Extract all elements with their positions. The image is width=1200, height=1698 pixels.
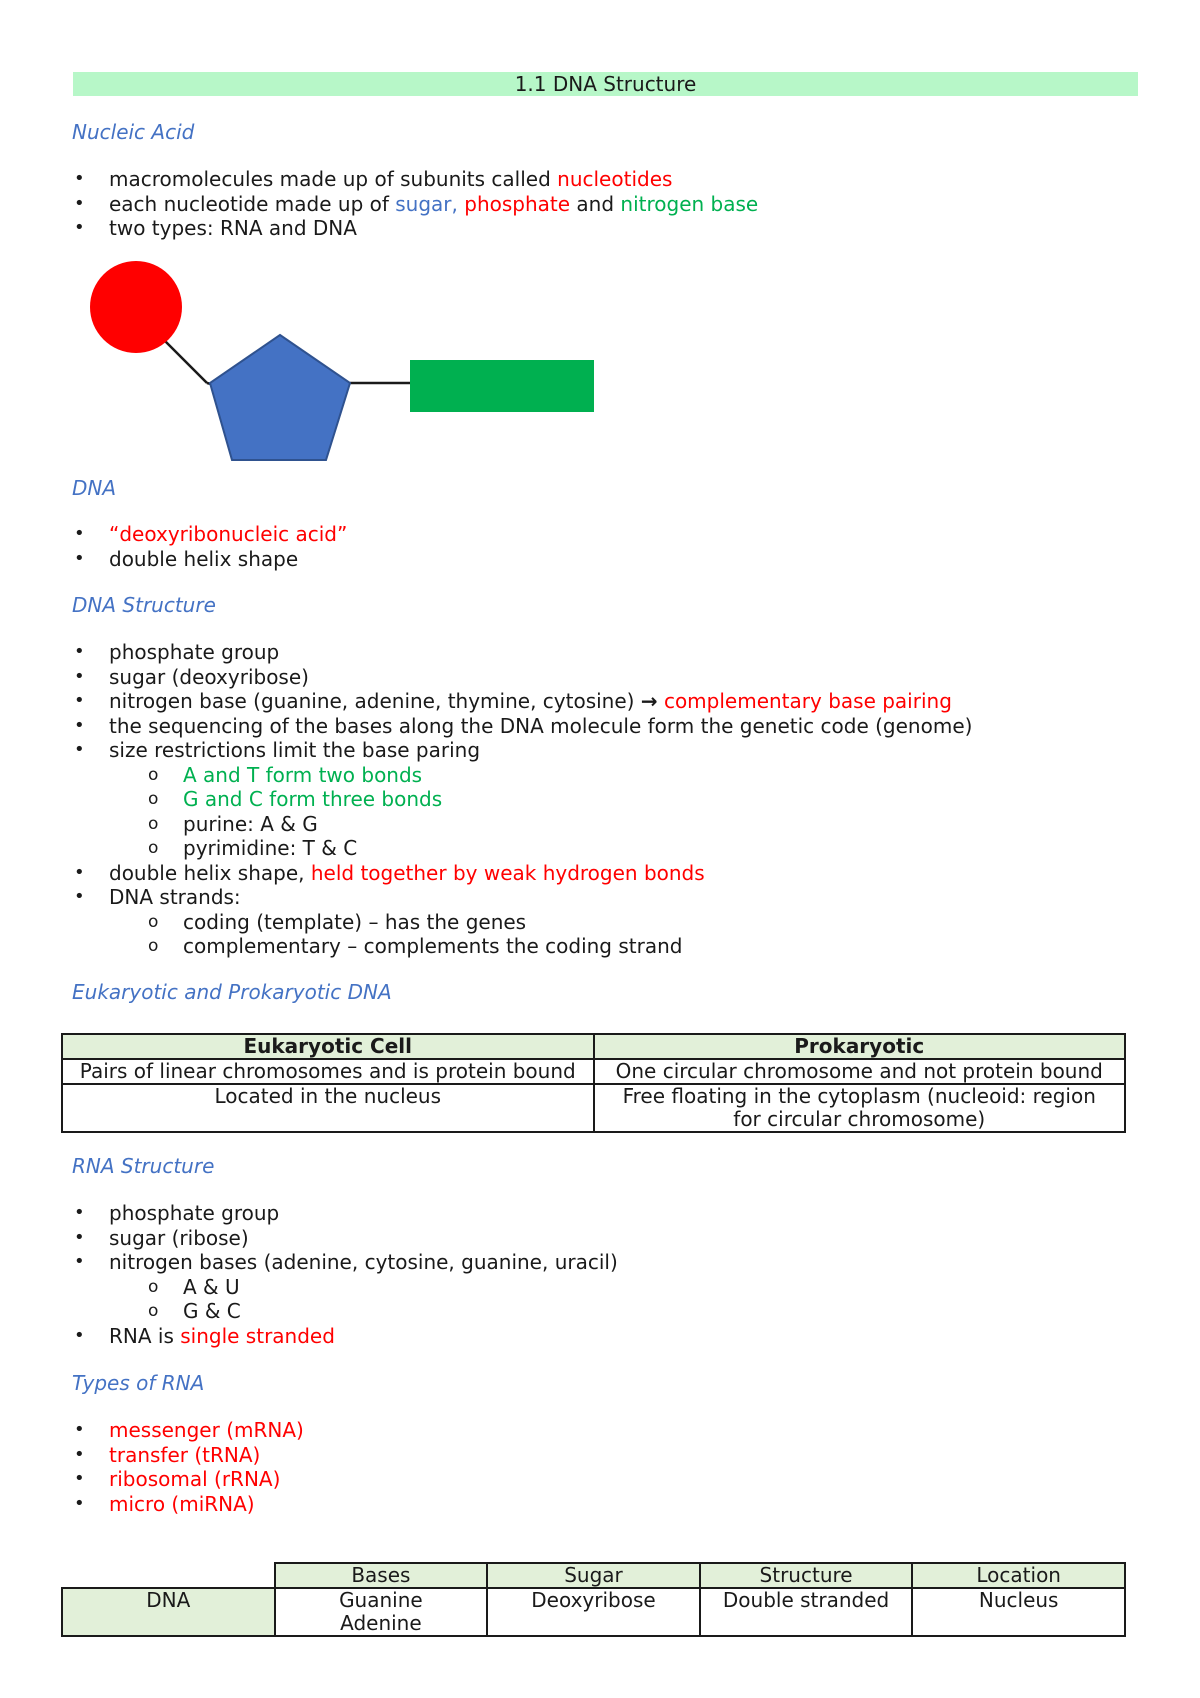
list-subitem: o complementary – complements the coding strand	[148, 934, 683, 958]
table-header-row	[62, 1034, 1125, 1059]
dna-structure-list	[72, 640, 972, 959]
bullet-icon: •	[74, 739, 85, 760]
bullet-icon: •	[74, 1443, 85, 1465]
table-header-cell: Bases	[275, 1563, 488, 1588]
bullet-icon: •	[74, 1468, 85, 1489]
sub-bullet-icon: o	[148, 911, 159, 932]
heading-nucleic-acid: Nucleic Acid	[72, 120, 195, 144]
list-item: • RNA is single stranded	[74, 1323, 335, 1348]
bullet-icon: •	[74, 1324, 85, 1346]
list-item: • transfer (tRNA)	[74, 1442, 261, 1467]
heading-rna-structure: RNA Structure	[72, 1154, 215, 1178]
phosphate-sugar-bond	[165, 341, 207, 383]
table-cell: Located in the nucleus	[62, 1084, 594, 1132]
table-header-row	[62, 1563, 1125, 1588]
types-of-rna-list	[72, 1418, 304, 1516]
bullet-icon: •	[74, 1226, 85, 1248]
sub-bullet-icon: o	[148, 1276, 159, 1297]
bullet-icon: •	[74, 665, 85, 687]
heading-types-of-rna: Types of RNA	[72, 1371, 205, 1395]
nucleic-acid-list	[72, 167, 758, 241]
list-subitem: o coding (template) – has the genes	[148, 909, 527, 934]
table-header-cell: Structure	[700, 1563, 913, 1588]
list-subitem: o G and C form three bonds	[148, 787, 443, 811]
list-item: • each nucleotide made up of sugar, phosphate and nitrogen base	[74, 191, 759, 216]
list-item: • micro (miRNA)	[74, 1491, 255, 1516]
phosphate-circle	[90, 261, 182, 353]
list-item: • size restrictions limit the base paring	[74, 738, 481, 762]
page-title: 1.1 DNA Structure	[73, 72, 1138, 96]
bullet-icon: •	[74, 217, 85, 238]
bullet-icon: •	[74, 1202, 85, 1223]
heading-euk-pro: Eukaryotic and Prokaryotic DNA	[72, 980, 392, 1004]
bullet-icon: •	[74, 1251, 85, 1272]
list-subitem: o purine: A & G	[148, 811, 318, 836]
list-item: • DNA strands:	[74, 885, 241, 909]
bullet-icon: •	[74, 1419, 85, 1440]
table-row	[62, 1084, 1125, 1132]
sub-bullet-icon: o	[148, 1301, 159, 1321]
list-subitem: o G & C	[148, 1299, 241, 1323]
table-corner-cell	[62, 1563, 275, 1588]
bullet-icon: •	[74, 1492, 85, 1514]
list-item: • nitrogen base (guanine, adenine, thymine, cytosine) → complementary base pairing	[74, 689, 952, 713]
table-row	[62, 1059, 1125, 1084]
bullet-icon: •	[74, 714, 85, 736]
table-header-cell: Eukaryotic Cell	[62, 1034, 594, 1059]
nitrogen-base-rectangle	[410, 360, 594, 412]
table-cell: Double stranded	[700, 1588, 913, 1636]
bullet-icon: •	[74, 690, 85, 711]
list-item: • two types: RNA and DNA	[74, 216, 357, 240]
table-header-cell: Location	[912, 1563, 1125, 1588]
sub-bullet-icon: o	[148, 838, 159, 858]
table-cell: Guanine Adenine	[275, 1588, 488, 1636]
list-item: • messenger (mRNA)	[74, 1418, 304, 1442]
nucleotide-diagram	[80, 255, 620, 475]
sugar-pentagon	[210, 335, 350, 460]
list-subitem: o A and T form two bonds	[148, 762, 423, 787]
list-subitem: o A & U	[148, 1274, 240, 1299]
list-item: • double helix shape	[74, 546, 299, 571]
dna-list	[72, 522, 347, 571]
dna-rna-comparison-table	[61, 1562, 1126, 1637]
list-item: • phosphate group	[74, 1201, 280, 1225]
table-row	[62, 1588, 1125, 1636]
list-item: • phosphate group	[74, 640, 280, 664]
list-item: • double helix shape, held together by weak hydrogen bonds	[74, 860, 705, 885]
sub-bullet-icon: o	[148, 936, 159, 956]
rna-structure-list	[72, 1201, 618, 1348]
eukaryotic-prokaryotic-table	[61, 1033, 1126, 1133]
sub-bullet-icon: o	[148, 789, 159, 809]
table-header-cell: Sugar	[487, 1563, 700, 1588]
bullet-icon: •	[74, 523, 85, 544]
list-item: • nitrogen bases (adenine, cytosine, guanine, uracil)	[74, 1250, 618, 1274]
bullet-icon: •	[74, 886, 85, 907]
bullet-icon: •	[74, 641, 85, 662]
heading-dna: DNA	[72, 476, 117, 500]
list-item: • sugar (ribose)	[74, 1225, 249, 1250]
arrow-right-icon: →	[640, 689, 658, 713]
table-header-cell: Prokaryotic	[594, 1034, 1126, 1059]
table-cell: Pairs of linear chromosomes and is protein bound	[62, 1059, 594, 1084]
bullet-icon: •	[74, 861, 85, 883]
list-item: • macromolecules made up of subunits called nucleotides	[74, 167, 673, 191]
list-item: • ribosomal (rRNA)	[74, 1467, 281, 1491]
heading-dna-structure: DNA Structure	[72, 593, 216, 617]
list-item: • “deoxyribonucleic acid”	[74, 522, 348, 546]
table-cell: Deoxyribose	[487, 1588, 700, 1636]
list-subitem: o pyrimidine: T & C	[148, 836, 358, 860]
list-item: • sugar (deoxyribose)	[74, 664, 309, 689]
sub-bullet-icon: o	[148, 764, 159, 785]
bullet-icon: •	[74, 547, 85, 569]
table-cell: One circular chromosome and not protein bound	[594, 1059, 1126, 1084]
table-cell: Nucleus	[912, 1588, 1125, 1636]
bullet-icon: •	[74, 192, 85, 214]
bullet-icon: •	[74, 168, 85, 189]
sub-bullet-icon: o	[148, 813, 159, 834]
table-cell: Free floating in the cytoplasm (nucleoid: region for circular chromosome)	[594, 1084, 1126, 1132]
table-row-label: DNA	[62, 1588, 275, 1636]
list-item: • the sequencing of the bases along the DNA molecule form the genetic code (genome)	[74, 713, 973, 738]
